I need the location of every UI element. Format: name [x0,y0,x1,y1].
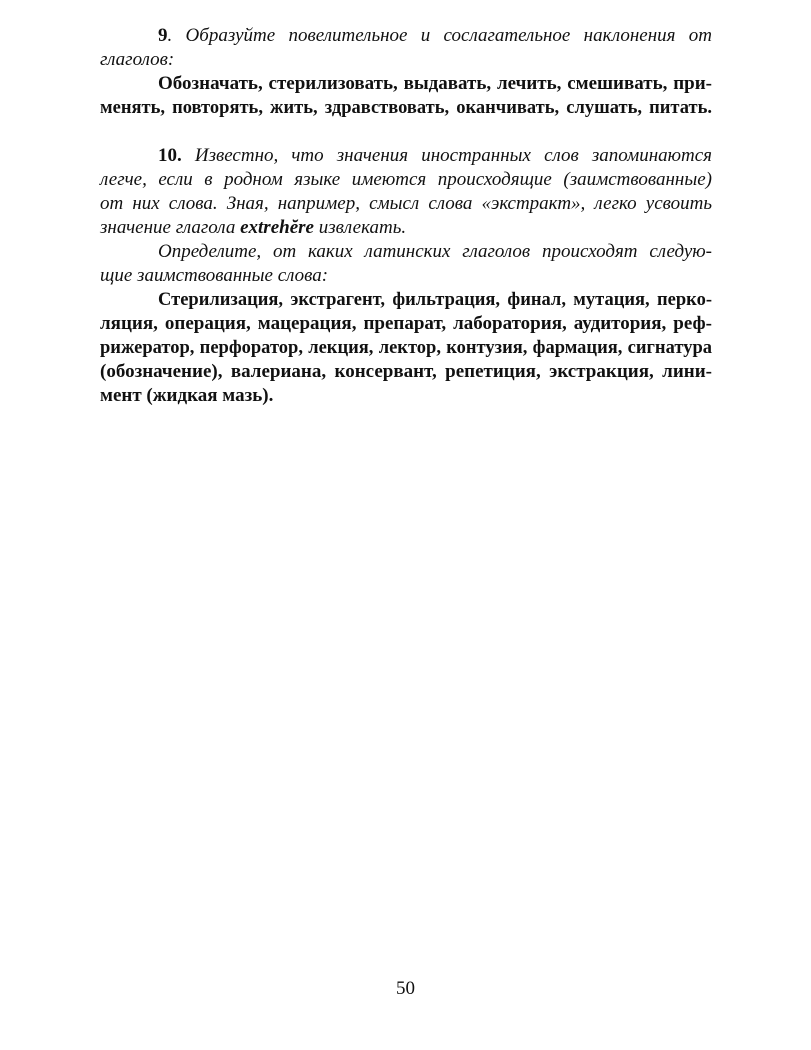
ex10-task-line-1: Определите, от каких латинских глаголов происходят следую- [158,241,712,262]
ex10-task-line-2: щие заимствованные слова: [100,265,329,286]
ex10-intro-line-4: значение глагола extrehĕre извлекать. [100,217,407,238]
ex10-words-line-2: ляция, операция, мацерация, препарат, лаборатория, аудитория, реф- [100,313,712,334]
ex9-number: 9 [158,25,168,46]
ex10-intro-line-1 [158,144,712,168]
ex9-task-line-1 [158,24,712,48]
ex10-intro-line-2: легче, если в родном языке имеются происходящие (заимствованные) [100,169,712,190]
ex10-intro-text: Известно, что значения иностранных слов запоминаются [181,145,712,166]
ex9-words-line-2: менять, повторять, жить, здравствовать, оканчивать, слушать, питать. [100,98,712,118]
ex9-task-line-2: глаголов: [100,49,175,70]
ex10-intro-line-3: от них слова. Зная, например, смысл слова «экстракт», легко усвоить [100,193,712,214]
ex9-words-line-1: Обозначать, стерилизовать, выдавать, лечить, смешивать, при- [158,73,712,94]
latin-term: extrehĕre [240,217,314,238]
page-number: 50 [396,978,415,999]
ex10-words-line-3: рижератор, перфоратор, лекция, лектор, контузия, фармация, сигнатура [100,338,712,358]
ex9-task-text: . Образуйте повелительное и сослагательное наклонения от [167,25,712,46]
ex10-number: 10. [158,145,182,166]
ex10-words-line-5: мент (жидкая мазь). [100,385,274,406]
ex10-words-line-4: (обозначение), валериана, консервант, репетиция, экстракция, лини- [100,361,712,382]
ex10-words-line-1: Стерилизация, экстрагент, фильтрация, финал, мутация, перко- [158,290,712,310]
